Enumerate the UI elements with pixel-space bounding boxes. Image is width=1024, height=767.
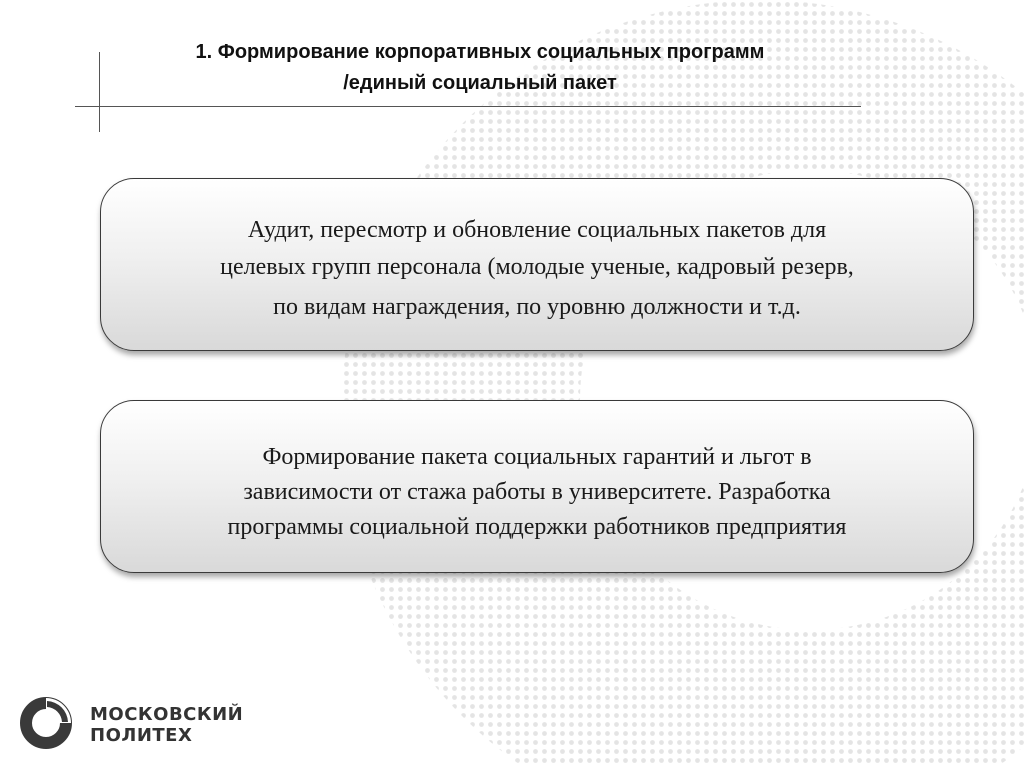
audit-text-line-2: целевых групп персонала (молодые ученые, кадровый резерв, [220, 254, 854, 280]
logo-text-line-1: МОСКОВСКИЙ [90, 704, 244, 725]
university-logo-text [90, 704, 243, 746]
content-box-guarantees [100, 400, 974, 573]
title-line-1: 1. Формирование корпоративных социальных программ [195, 41, 765, 63]
guarantees-text-line-2: зависимости от стажа работы в университете. Разработка [243, 479, 831, 505]
audit-text-line-3: по видам награждения, по уровню должности и т.д. [273, 294, 801, 320]
guarantees-text [101, 440, 973, 545]
guarantees-text-line-1: Формирование пакета социальных гарантий и льгот в [262, 444, 812, 470]
guarantees-text-line-3: программы социальной поддержки работников предприятия [227, 514, 847, 540]
ring-logo-icon [18, 695, 74, 751]
vertical-guide-line [99, 52, 100, 132]
logo-text-line-2: ПОЛИТЕХ [90, 725, 193, 746]
content-box-audit [100, 178, 974, 351]
title-line-2: /единый социальный пакет [343, 72, 617, 94]
slide-title [130, 37, 830, 99]
horizontal-guide-line [75, 106, 861, 107]
audit-text [101, 212, 973, 326]
audit-text-line-1: Аудит, пересмотр и обновление социальных пакетов для [247, 217, 827, 243]
